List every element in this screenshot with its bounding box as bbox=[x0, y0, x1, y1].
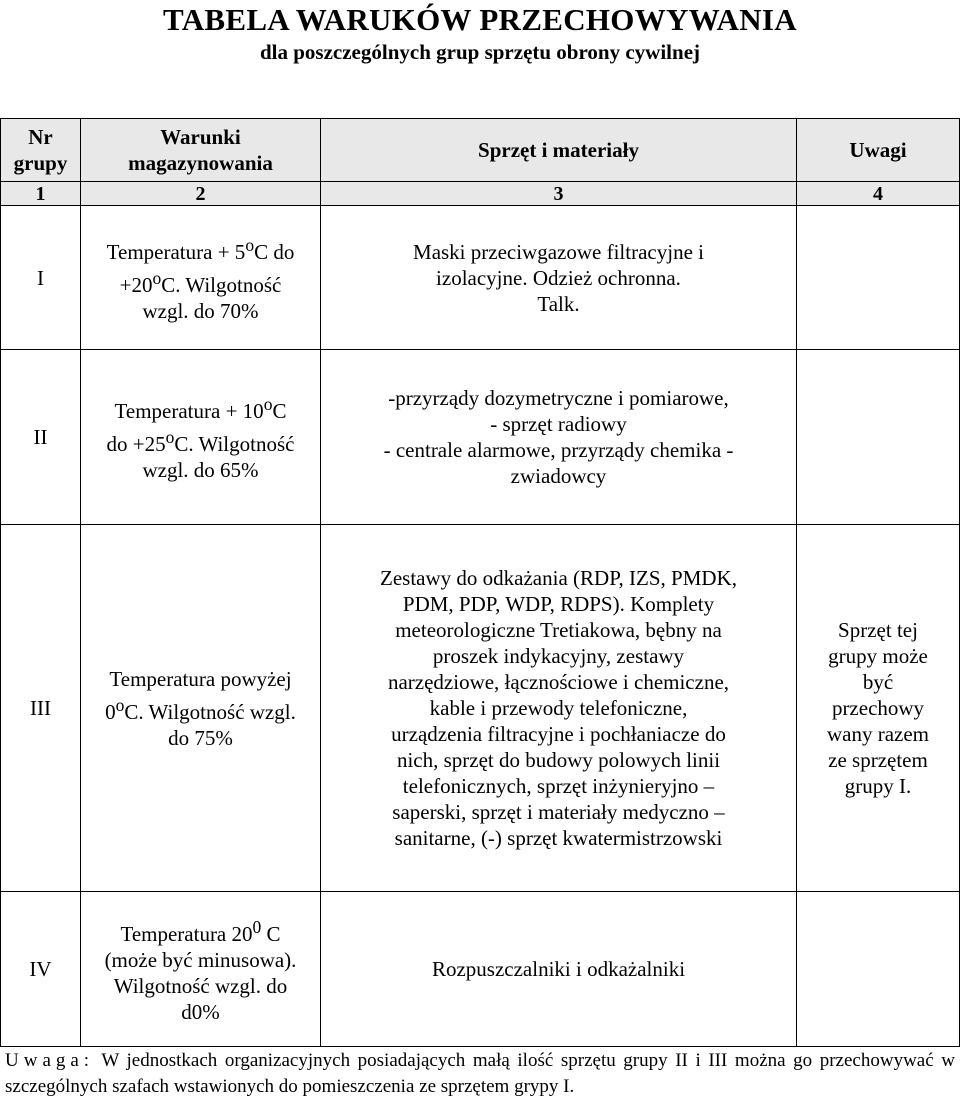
table-row bbox=[1, 206, 960, 350]
column-number: 2 bbox=[81, 182, 321, 206]
footnote-label: Uwaga: bbox=[5, 1050, 95, 1071]
equipment-list: Zestawy do odkażania (RDP, IZS, PMDK, PDM, PDP, WDP, RDPS). Komplety meteorologiczne Tretiakowa, bębny na proszek indykacyjny, zestawy narzędziowe, łącznościowe i chemiczne, kable i przewody telefoniczne, urządzenia filtracyjne i pochłaniacze do nich, sprzęt do budowy polowych linii telefonicznych, sprzęt inżynieryjno – saperski, sprzęt i materiały medyczno – sanitarne, (-) sprzęt kwatermistrzowski bbox=[321, 525, 797, 892]
table-row bbox=[1, 525, 960, 892]
column-number: 4 bbox=[797, 182, 960, 206]
storage-conditions: Temperatura + $5^oC$ do $+20^oC$. Wilgotność wzgl. do 70% bbox=[81, 206, 321, 350]
equipment-list: -przyrządy dozymetryczne i pomiarowe, - sprzęt radiowy - centrale alarmowe, przyrządy chemika - zwiadowcy bbox=[321, 350, 797, 525]
column-number: 3 bbox=[321, 182, 797, 206]
document-subtitle: dla poszczególnych grup sprzętu obrony cywilnej bbox=[259, 40, 701, 64]
group-number: II bbox=[1, 350, 81, 525]
equipment-list: Rozpuszczalniki i odkażalniki bbox=[321, 892, 797, 1047]
footnote bbox=[5, 1048, 955, 1100]
group-number: IV bbox=[1, 892, 81, 1047]
remarks bbox=[797, 206, 960, 350]
storage-conditions: Temperatura $20^0$ C (może być minusowa). Wilgotność wzgl. do d0% bbox=[81, 892, 321, 1047]
header-warunki: Warunki magazynowania bbox=[81, 119, 321, 182]
table-row bbox=[1, 350, 960, 525]
group-number: I bbox=[1, 206, 81, 350]
equipment-list: Maski przeciwgazowe filtracyjne i izolacyjne. Odzież ochronna. Talk. bbox=[321, 206, 797, 350]
table-header-row bbox=[1, 119, 960, 182]
group-number: III bbox=[1, 525, 81, 892]
storage-conditions-table bbox=[0, 118, 960, 1047]
header-uwagi: Uwagi bbox=[797, 119, 960, 182]
table-row bbox=[1, 892, 960, 1047]
remarks: Sprzęt tej grupy może być przechowy wany razem ze sprzętem grupy I. bbox=[797, 525, 960, 892]
header-nr-grupy: Nr grupy bbox=[1, 119, 81, 182]
storage-conditions: Temperatura powyżej 0$^o$C. Wilgotność wzgl. do 75% bbox=[81, 525, 321, 892]
document-title: TABELA WARUKÓW PRZECHOWYWANIA bbox=[163, 2, 797, 37]
remarks bbox=[797, 350, 960, 525]
header-sprzet: Sprzęt i materiały bbox=[321, 119, 797, 182]
column-number-row bbox=[1, 182, 960, 206]
storage-conditions: Temperatura + $10^oC$ do $+25^oC$. Wilgotność wzgl. do 65% bbox=[81, 350, 321, 525]
remarks bbox=[797, 892, 960, 1047]
footnote-text: W jednostkach organizacyjnych posiadających małą ilość sprzętu grupy II i III można go przechowywać w szczególnych szafach wstawionych do pomieszczenia ze sprzętem grypy I. bbox=[5, 1050, 955, 1097]
column-number: 1 bbox=[1, 182, 81, 206]
